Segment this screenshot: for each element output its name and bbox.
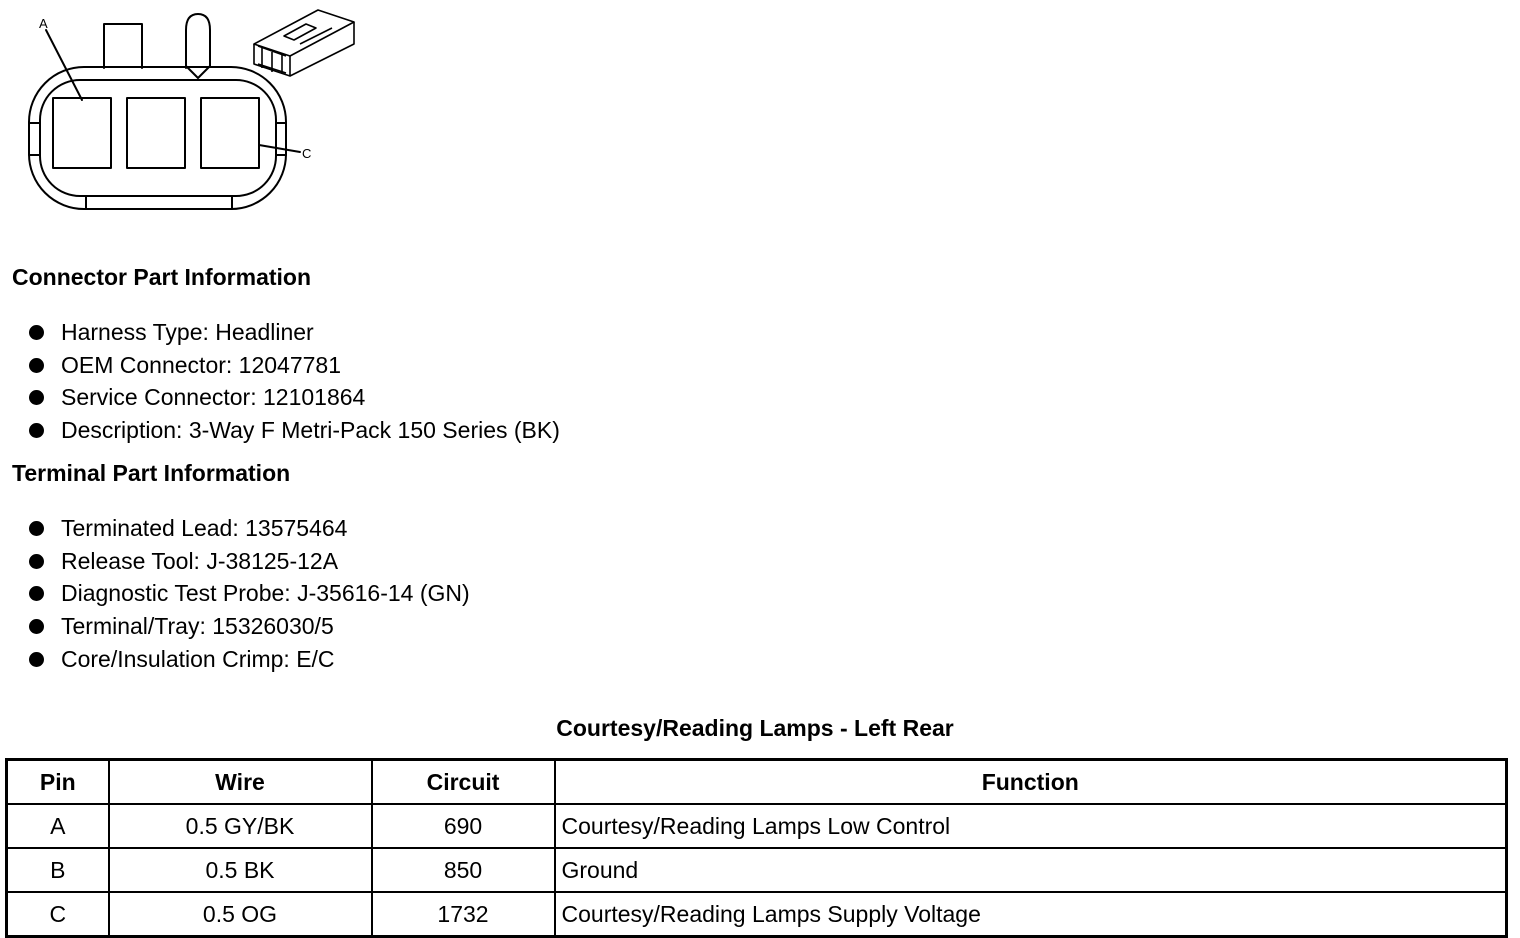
pin-a-label: A bbox=[39, 16, 48, 31]
circuit-cell: 850 bbox=[372, 848, 555, 892]
pin-cell: B bbox=[7, 848, 109, 892]
list-item: Core/Insulation Crimp: E/C bbox=[0, 643, 470, 676]
wire-cell: 0.5 GY/BK bbox=[109, 804, 372, 848]
pin-cell: A bbox=[7, 804, 109, 848]
list-item: Harness Type: Headliner bbox=[0, 316, 560, 349]
cavity-c bbox=[201, 98, 259, 168]
bullet-icon bbox=[29, 619, 44, 634]
connector-latch-right bbox=[186, 14, 210, 78]
cavity-b bbox=[127, 98, 185, 168]
bullet-icon bbox=[29, 554, 44, 569]
list-item: OEM Connector: 12047781 bbox=[0, 349, 560, 382]
function-cell: Courtesy/Reading Lamps Low Control bbox=[555, 804, 1507, 848]
function-cell: Courtesy/Reading Lamps Supply Voltage bbox=[555, 892, 1507, 937]
connector-diagram bbox=[0, 0, 380, 225]
list-item: Service Connector: 12101864 bbox=[0, 381, 560, 414]
list-item: Description: 3-Way F Metri-Pack 150 Series (BK) bbox=[0, 414, 560, 447]
table-title: Courtesy/Reading Lamps - Left Rear bbox=[556, 715, 954, 741]
connector-perspective-icon bbox=[254, 10, 354, 76]
pin-c-label: C bbox=[302, 146, 312, 161]
bullet-icon bbox=[29, 652, 44, 667]
list-item: Release Tool: J-38125-12A bbox=[0, 545, 470, 578]
bullet-icon bbox=[29, 325, 44, 340]
terminal-info-heading: Terminal Part Information bbox=[12, 460, 291, 486]
circuit-cell: 690 bbox=[372, 804, 555, 848]
wire-cell: 0.5 BK bbox=[109, 848, 372, 892]
function-cell: Ground bbox=[555, 848, 1507, 892]
list-item: Diagnostic Test Probe: J-35616-14 (GN) bbox=[0, 577, 470, 610]
connector-outer-shell bbox=[29, 67, 286, 209]
connector-info-list bbox=[0, 316, 560, 447]
list-item: Terminal/Tray: 15326030/5 bbox=[0, 610, 470, 643]
bullet-icon bbox=[29, 390, 44, 405]
cavity-a bbox=[53, 98, 111, 168]
wire-cell: 0.5 OG bbox=[109, 892, 372, 937]
terminal-info-list bbox=[0, 512, 470, 675]
connector-latch-left bbox=[104, 24, 142, 68]
bullet-icon bbox=[29, 423, 44, 438]
table-row bbox=[7, 804, 1507, 848]
connector-info-heading: Connector Part Information bbox=[12, 264, 312, 290]
circuit-cell: 1732 bbox=[372, 892, 555, 937]
table-header-row bbox=[7, 760, 1507, 805]
bullet-icon bbox=[29, 358, 44, 373]
bullet-icon bbox=[29, 521, 44, 536]
table-row bbox=[7, 848, 1507, 892]
column-header-function: Function bbox=[555, 760, 1507, 805]
column-header-wire: Wire bbox=[109, 760, 372, 805]
column-header-circuit: Circuit bbox=[372, 760, 555, 805]
list-item: Terminated Lead: 13575464 bbox=[0, 512, 470, 545]
pin-table bbox=[5, 758, 1508, 938]
bullet-icon bbox=[29, 586, 44, 601]
pin-cell: C bbox=[7, 892, 109, 937]
column-header-pin: Pin bbox=[7, 760, 109, 805]
table-row bbox=[7, 892, 1507, 937]
